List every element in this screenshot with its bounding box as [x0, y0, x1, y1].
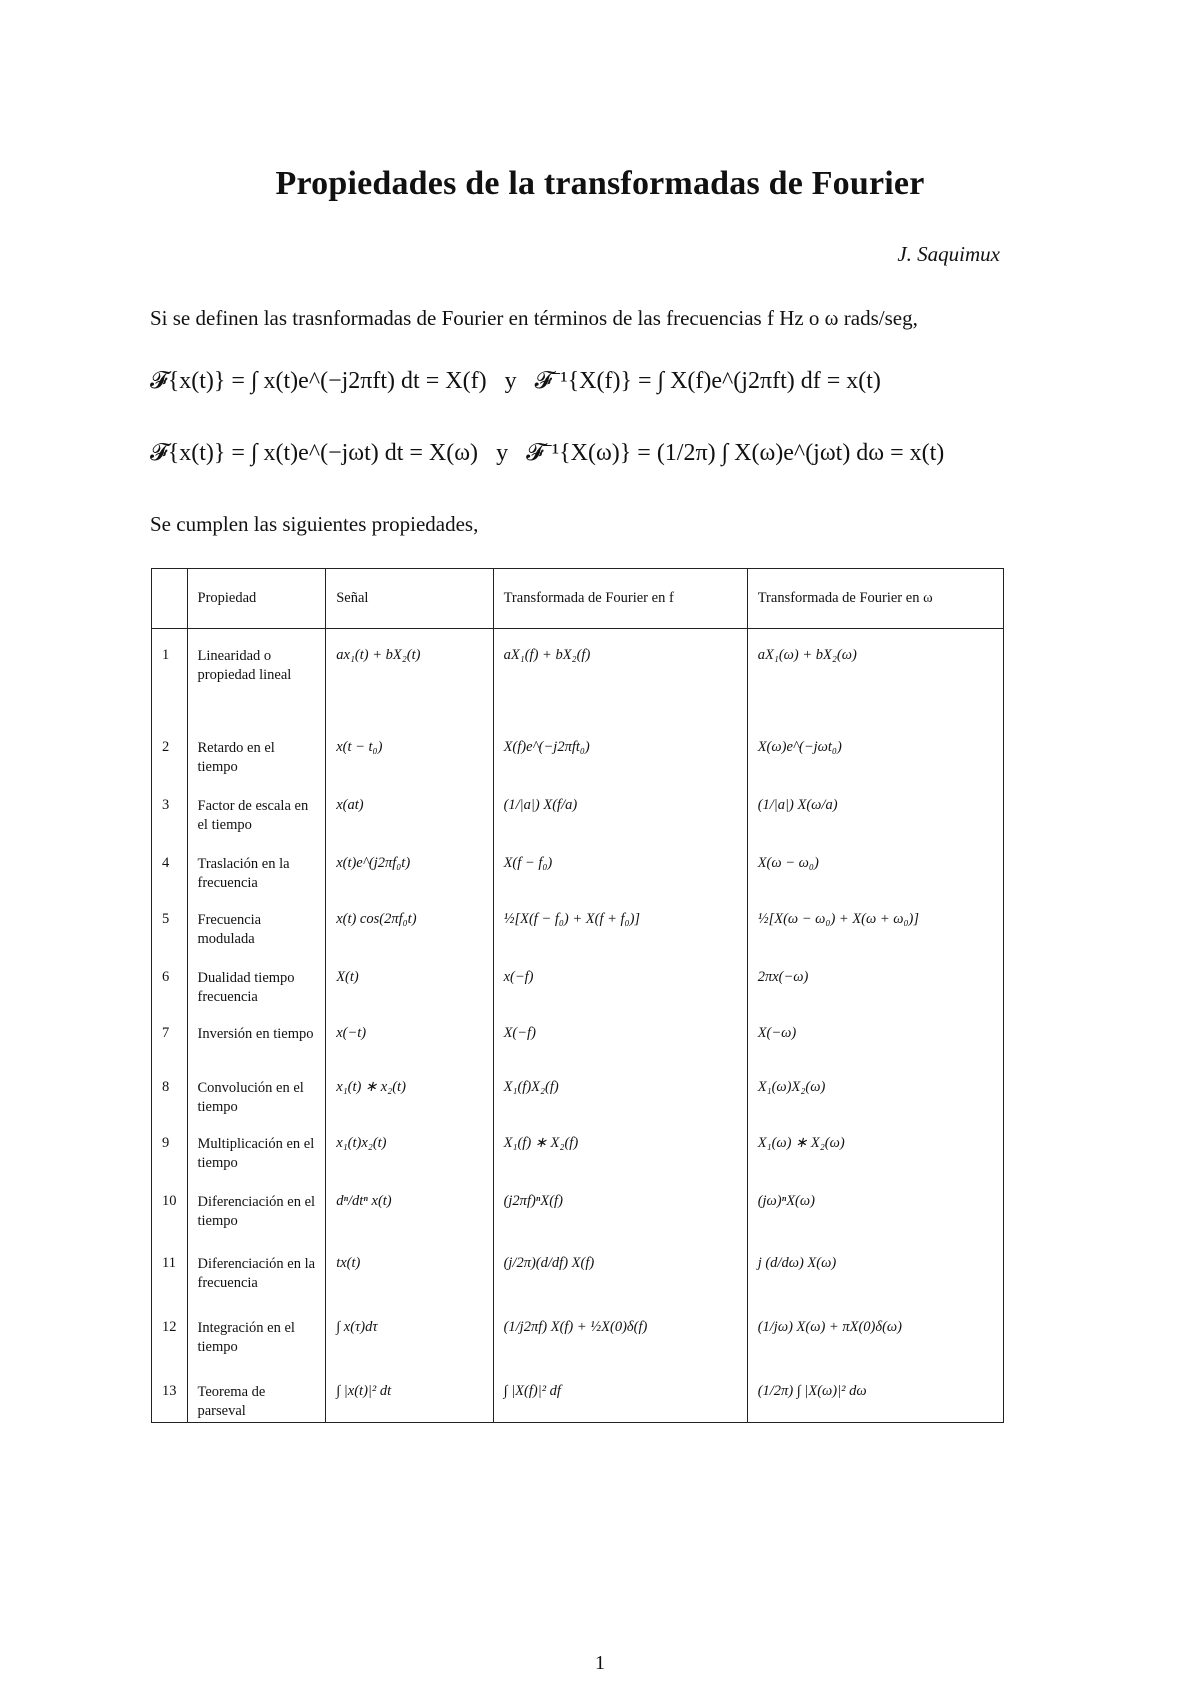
transform-f-expression: ½[X(f − f₀) + X(f + f₀)]: [493, 893, 747, 951]
signal-expression: x(−t): [326, 1007, 493, 1061]
property-name: Teorema de parseval: [187, 1365, 326, 1423]
table-row: [152, 1007, 1004, 1061]
row-number: 3: [152, 779, 188, 837]
property-name: Diferenciación en el tiempo: [187, 1175, 326, 1237]
row-number: 12: [152, 1301, 188, 1365]
properties-table: [151, 568, 1004, 1423]
property-name: Traslación en la frecuencia: [187, 837, 326, 893]
row-number: 10: [152, 1175, 188, 1237]
table-row: [152, 1117, 1004, 1175]
transform-f-expression: X₁(f)X₂(f): [493, 1061, 747, 1117]
transform-omega-expression: X₁(ω) ∗ X₂(ω): [747, 1117, 1003, 1175]
transform-f-expression: ∫ |X(f)|² df: [493, 1365, 747, 1423]
signal-expression: X(t): [326, 951, 493, 1007]
property-name: Integración en el tiempo: [187, 1301, 326, 1365]
table-row: [152, 1301, 1004, 1365]
transform-omega-expression: (1/|a|) X(ω/a): [747, 779, 1003, 837]
table-header-row: [152, 569, 1004, 629]
inverse-fourier-transform-omega: 𝓕⁻¹{X(ω)} = (1/2π) ∫ X(ω)e^(jωt) dω = x(t): [526, 440, 945, 466]
author-name: J. Saquimux: [897, 242, 1000, 266]
transform-f-expression: (j/2π)(d/df) X(f): [493, 1237, 747, 1301]
signal-expression: x₁(t) ∗ x₂(t): [326, 1061, 493, 1117]
row-number: 11: [152, 1237, 188, 1301]
transform-omega-expression: ½[X(ω − ω₀) + X(ω + ω₀)]: [747, 893, 1003, 951]
row-number: 6: [152, 951, 188, 1007]
row-number: 13: [152, 1365, 188, 1423]
property-name: Multiplicación en el tiempo: [187, 1117, 326, 1175]
property-name: Factor de escala en el tiempo: [187, 779, 326, 837]
table-row: [152, 779, 1004, 837]
row-number: 1: [152, 629, 188, 721]
property-name: Retardo en el tiempo: [187, 721, 326, 779]
header-property: Propiedad: [187, 569, 326, 629]
property-name: Convolución en el tiempo: [187, 1061, 326, 1117]
table-row: [152, 1237, 1004, 1301]
signal-expression: x(t − t₀): [326, 721, 493, 779]
property-name: Frecuencia modulada: [187, 893, 326, 951]
table-row: [152, 1175, 1004, 1237]
transform-omega-expression: aX₁(ω) + bX₂(ω): [747, 629, 1003, 721]
lead-sentence: Se cumplen las siguientes propiedades,: [150, 512, 479, 536]
intro-paragraph: Si se definen las trasnformadas de Fourier en términos de las frecuencias f Hz o ω rads/seg,: [150, 306, 918, 330]
fourier-transform-omega: 𝓕{x(t)} = ∫ x(t)e^(−jωt) dt = X(ω): [150, 440, 479, 466]
row-number: 2: [152, 721, 188, 779]
property-name: Dualidad tiempo frecuencia: [187, 951, 326, 1007]
signal-expression: dⁿ/dtⁿ x(t): [326, 1175, 493, 1237]
signal-expression: x₁(t)x₂(t): [326, 1117, 493, 1175]
transform-omega-expression: X(ω)e^(−jωt₀): [747, 721, 1003, 779]
table-row: [152, 1061, 1004, 1117]
transform-f-expression: (j2πf)ⁿX(f): [493, 1175, 747, 1237]
transform-omega-expression: X₁(ω)X₂(ω): [747, 1061, 1003, 1117]
header-signal: Señal: [326, 569, 493, 629]
fourier-transform-f: 𝓕{x(t)} = ∫ x(t)e^(−j2πft) dt = X(f): [150, 368, 487, 394]
conjunction-y: y: [504, 368, 517, 394]
equation-line-2: [150, 440, 944, 467]
transform-f-expression: (1/|a|) X(f/a): [493, 779, 747, 837]
signal-expression: x(t) cos(2πf₀t): [326, 893, 493, 951]
property-name: Diferenciación en la frecuencia: [187, 1237, 326, 1301]
transform-omega-expression: 2πx(−ω): [747, 951, 1003, 1007]
row-number: 7: [152, 1007, 188, 1061]
transform-f-expression: x(−f): [493, 951, 747, 1007]
signal-expression: x(t)e^(j2πf₀t): [326, 837, 493, 893]
transform-omega-expression: (jω)ⁿX(ω): [747, 1175, 1003, 1237]
row-number: 4: [152, 837, 188, 893]
table-row: [152, 837, 1004, 893]
header-number: [152, 569, 188, 629]
signal-expression: ∫ x(τ)dτ: [326, 1301, 493, 1365]
table-row: [152, 1365, 1004, 1423]
header-transform-f: Transformada de Fourier en f: [493, 569, 747, 629]
property-name: Linearidad o propiedad lineal: [187, 629, 326, 721]
transform-f-expression: X₁(f) ∗ X₂(f): [493, 1117, 747, 1175]
equation-line-1: [150, 368, 881, 395]
signal-expression: ∫ |x(t)|² dt: [326, 1365, 493, 1423]
conjunction-y: y: [496, 440, 509, 466]
row-number: 8: [152, 1061, 188, 1117]
transform-f-expression: X(f − f₀): [493, 837, 747, 893]
transform-omega-expression: (1/2π) ∫ |X(ω)|² dω: [747, 1365, 1003, 1423]
transform-f-expression: aX₁(f) + bX₂(f): [493, 629, 747, 721]
row-number: 9: [152, 1117, 188, 1175]
table-row: [152, 629, 1004, 721]
transform-f-expression: X(−f): [493, 1007, 747, 1061]
table-row: [152, 951, 1004, 1007]
transform-f-expression: X(f)e^(−j2πft₀): [493, 721, 747, 779]
header-transform-omega: Transformada de Fourier en ω: [747, 569, 1003, 629]
row-number: 5: [152, 893, 188, 951]
transform-omega-expression: (1/jω) X(ω) + πX(0)δ(ω): [747, 1301, 1003, 1365]
document-title: Propiedades de la transformadas de Fourier: [275, 165, 925, 202]
table-row: [152, 721, 1004, 779]
table-row: [152, 893, 1004, 951]
transform-omega-expression: X(−ω): [747, 1007, 1003, 1061]
transform-omega-expression: j (d/dω) X(ω): [747, 1237, 1003, 1301]
signal-expression: ax₁(t) + bX₂(t): [326, 629, 493, 721]
transform-f-expression: (1/j2πf) X(f) + ½X(0)δ(f): [493, 1301, 747, 1365]
signal-expression: x(at): [326, 779, 493, 837]
inverse-fourier-transform-f: 𝓕⁻¹{X(f)} = ∫ X(f)e^(j2πft) df = x(t): [534, 368, 881, 394]
transform-omega-expression: X(ω − ω₀): [747, 837, 1003, 893]
property-name: Inversión en tiempo: [187, 1007, 326, 1061]
page-number: 1: [595, 1652, 605, 1674]
signal-expression: tx(t): [326, 1237, 493, 1301]
